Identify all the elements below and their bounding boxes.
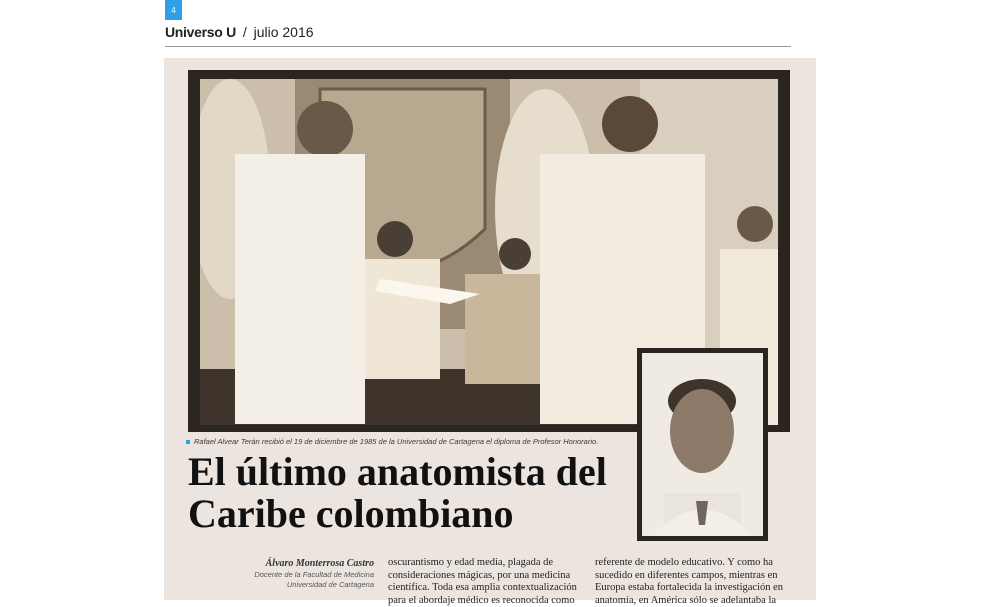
portrait-illustration bbox=[642, 353, 763, 536]
author-institution: Universidad de Cartagena bbox=[286, 580, 374, 589]
body-line: científica. Toda esa amplia contextualización bbox=[388, 582, 577, 594]
page-number-badge: 4 bbox=[165, 0, 182, 20]
caption-text: Rafael Alvear Terán recibió el 19 de diciembre de 1985 de la Universidad de Cartagena el diploma de Profesor Honorario. bbox=[194, 437, 599, 446]
masthead bbox=[165, 24, 314, 46]
body-line: referente de modelo educativo. Y como ha bbox=[595, 557, 773, 568]
headline-line-1: El último anatomista del bbox=[188, 451, 607, 493]
body-line: sucedido en diferentes campos, mientras en bbox=[595, 569, 778, 581]
masthead-rule bbox=[165, 46, 791, 47]
article-headline bbox=[188, 451, 628, 535]
publication-name: Universo U bbox=[165, 24, 236, 40]
issue-date: julio 2016 bbox=[253, 24, 314, 40]
caption-bullet bbox=[186, 440, 190, 444]
headline-line-2: Caribe colombiano bbox=[188, 493, 514, 535]
body-line: para el abordaje médico es reconocida como bbox=[388, 594, 575, 606]
author-name: Álvaro Monterrosa Castro bbox=[265, 558, 374, 569]
author-role: Docente de la Facultad de Medicina bbox=[254, 570, 374, 579]
masthead-separator: / bbox=[242, 24, 247, 40]
portrait-photo bbox=[642, 353, 763, 536]
body-line: consideraciones mágicas, por una medicina bbox=[388, 569, 571, 581]
body-line: anatomía, en América sólo se adelantaba la bbox=[595, 594, 777, 606]
body-line: Europa estaba fortalecida la investigación en bbox=[595, 582, 784, 594]
body-line: oscurantismo y edad media, plagada de bbox=[388, 557, 554, 568]
byline bbox=[210, 558, 374, 590]
